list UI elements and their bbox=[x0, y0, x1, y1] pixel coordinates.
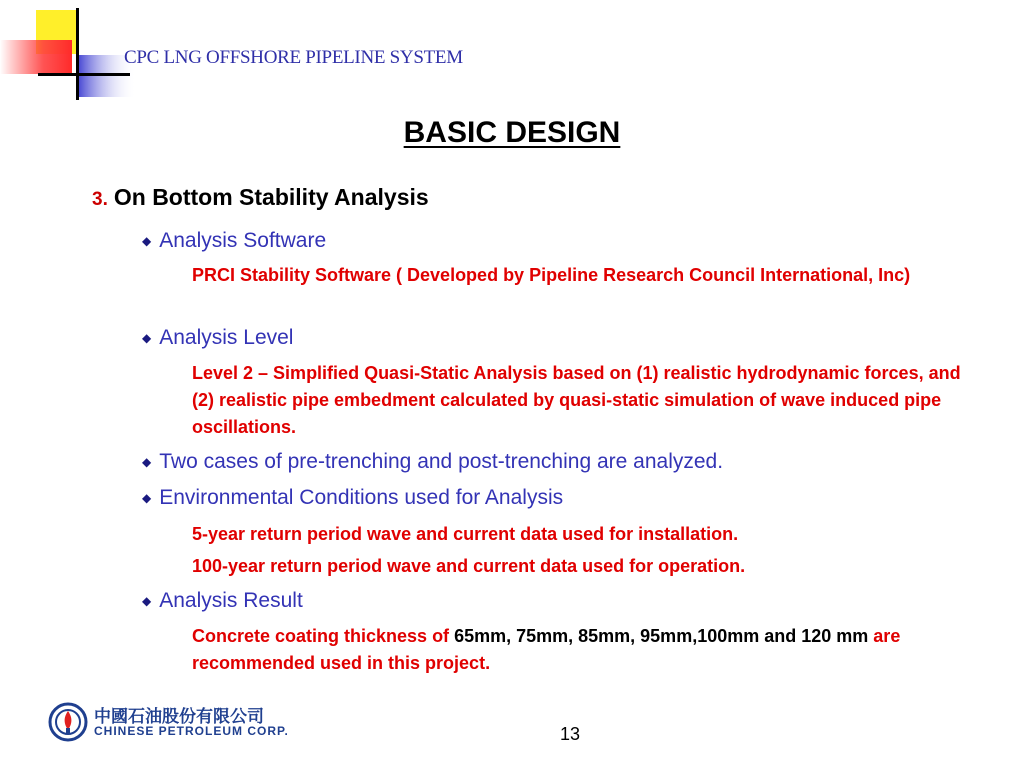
diamond-bullet-icon: ◆ bbox=[142, 234, 152, 248]
bullet-analysis-software bbox=[142, 229, 326, 253]
slide-title bbox=[0, 116, 1024, 150]
detail-level: Level 2 – Simplified Quasi-Static Analysis based on (1) realistic hydrodynamic forces, and (2) realistic pipe embedment calculated by quasi-static simulation of wave induced pipe oscillations. bbox=[192, 363, 961, 437]
cpc-emblem-icon bbox=[48, 702, 88, 742]
logo-english-name: CHINESE PETROLEUM CORP. bbox=[94, 724, 289, 738]
diamond-bullet-icon: ◆ bbox=[142, 331, 152, 345]
result-part3: are recommended used in this project. bbox=[192, 626, 901, 673]
detail-installation: 5-year return period wave and current data used for installation. bbox=[192, 524, 739, 544]
bullet-analysis-result bbox=[142, 589, 303, 613]
diamond-bullet-icon: ◆ bbox=[142, 594, 152, 608]
bullet-label: Two cases of pre-trenching and post-trenching are analyzed. bbox=[159, 450, 724, 473]
bullet-label: Analysis Result bbox=[159, 589, 303, 612]
result-part1: Concrete coating thickness of bbox=[192, 626, 455, 646]
section-number: 3. bbox=[92, 189, 108, 210]
bullet-label: Analysis Software bbox=[159, 229, 327, 252]
bullet-trenching-cases bbox=[142, 450, 723, 474]
logo-chinese-name: 中國石油股份有限公司 bbox=[94, 707, 264, 727]
result-thicknesses: 65mm, 75mm, 85mm, 95mm,100mm and 120 mm bbox=[454, 626, 869, 646]
bullet-analysis-level bbox=[142, 326, 293, 350]
slide-title-text: BASIC DESIGN bbox=[403, 116, 621, 149]
section-heading bbox=[92, 184, 429, 211]
diamond-bullet-icon: ◆ bbox=[142, 455, 152, 469]
bullet-label: Environmental Conditions used for Analysis bbox=[159, 486, 564, 509]
detail-result bbox=[192, 623, 982, 677]
detail-software: PRCI Stability Software ( Developed by Pipeline Research Council International, Inc) bbox=[192, 265, 911, 285]
detail-operation: 100-year return period wave and current data used for operation. bbox=[192, 556, 746, 576]
bullet-environmental-conditions bbox=[142, 486, 563, 510]
header-title: CPC LNG OFFSHORE PIPELINE SYSTEM bbox=[124, 47, 463, 68]
page-number: 13 bbox=[560, 724, 581, 744]
corner-decoration bbox=[0, 0, 140, 100]
diamond-bullet-icon: ◆ bbox=[142, 491, 152, 505]
section-title: On Bottom Stability Analysis bbox=[113, 184, 429, 210]
cpc-logo bbox=[48, 702, 288, 744]
bullet-label: Analysis Level bbox=[159, 326, 294, 349]
